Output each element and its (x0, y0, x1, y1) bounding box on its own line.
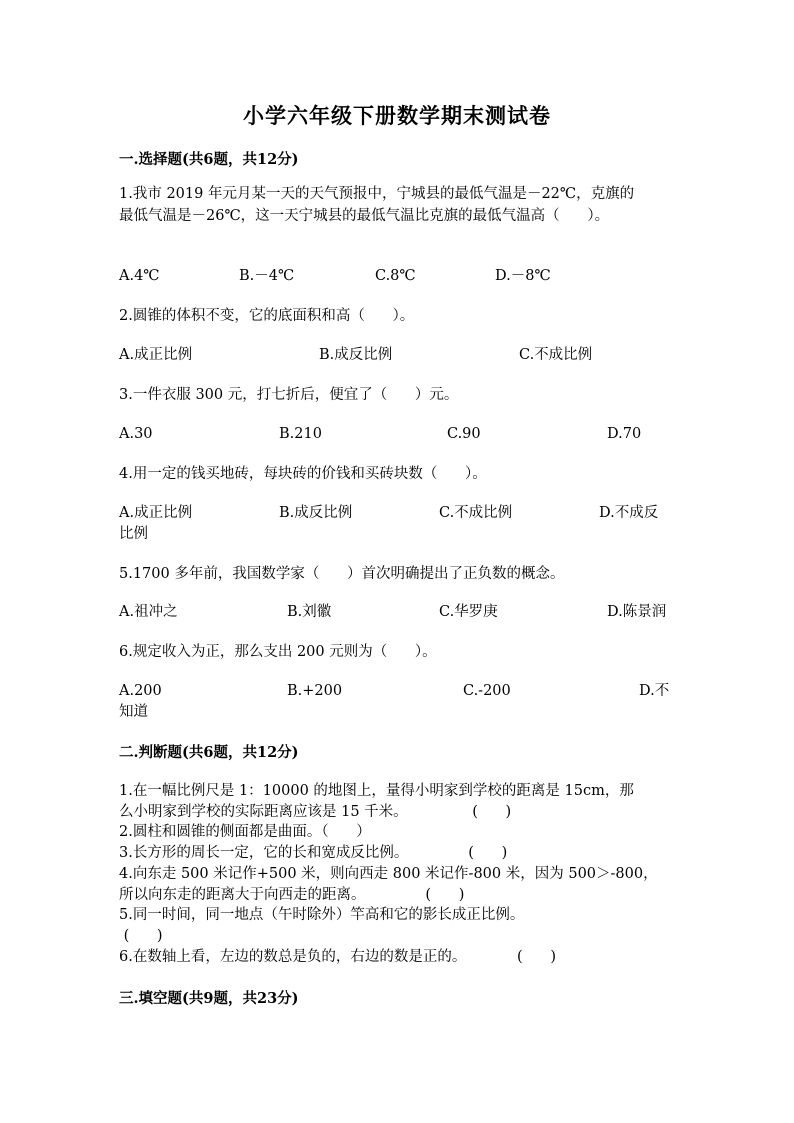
question-4-option-d: D.不成反 (599, 505, 659, 521)
question-1-option-d: D.－8℃ (495, 268, 551, 284)
question-1-option-c: C.8℃ (375, 268, 416, 284)
judge-line-5: 4.向东走 500 米记作+500 米，则向西走 800 米记作-800 米，因为 500＞-800， (119, 866, 658, 882)
question-2-option-c: C.不成比例 (519, 347, 593, 363)
judge-line-8: ( ) (119, 928, 163, 944)
question-6-stem: 6.规定收入为正，那么支出 200 元则为（ ）。 (119, 644, 437, 660)
question-4-stem: 4.用一定的钱买地砖，每块砖的价钱和买砖块数（ ）。 (119, 466, 487, 482)
judge-line-6: 所以向东走的距离大于向西走的距离。 ( ) (119, 887, 465, 903)
question-5-option-b: B.刘徽 (287, 604, 332, 620)
question-6-option-a: A.200 (119, 683, 162, 699)
question-4-option-d-wrap: 比例 (119, 526, 148, 542)
section-heading-fill: 三.填空题(共9题，共23分) (119, 990, 299, 1007)
question-6-option-d-wrap: 知道 (119, 704, 148, 720)
question-2-option-a: A.成正比例 (119, 347, 193, 363)
question-3-option-a: A.30 (119, 426, 153, 442)
question-3-option-c: C.90 (447, 426, 481, 442)
question-2-option-b: B.成反比例 (319, 347, 393, 363)
judge-line-1: 1.在一幅比例尺是 1：10000 的地图上，量得小明家到学校的距离是 15cm，那 (119, 783, 634, 799)
question-6-option-b: B.+200 (287, 683, 343, 699)
question-4-option-b: B.成反比例 (279, 505, 353, 521)
judge-line-3: 2.圆柱和圆锥的侧面都是曲面。（ ） (119, 824, 371, 840)
judge-line-2: 么小明家到学校的实际距离应该是 15 千米。 ( ) (119, 804, 512, 820)
question-6-option-c: C.-200 (463, 683, 511, 699)
question-3-option-b: B.210 (279, 426, 322, 442)
judge-line-9: 6.在数轴上看，左边的数总是负的，右边的数是正的。 ( ) (119, 949, 557, 965)
question-5-stem: 5.1700 多年前，我国数学家（ ）首次明确提出了正负数的概念。 (119, 566, 565, 582)
question-5-option-d: D.陈景润 (607, 604, 667, 620)
question-6-option-d: D.不 (639, 683, 670, 699)
section-heading-judge: 二.判断题(共6题，共12分) (119, 744, 299, 761)
question-3-option-d: D.70 (607, 426, 642, 442)
judge-line-7: 5.同一时间，同一地点（午时除外）竿高和它的影长成正比例。 (119, 907, 525, 923)
question-5-option-a: A.祖冲之 (119, 604, 178, 620)
question-1-option-a: A.4℃ (119, 268, 160, 284)
question-2-stem: 2.圆锥的体积不变，它的底面积和高（ ）。 (119, 308, 415, 324)
question-5-option-c: C.华罗庚 (439, 604, 498, 620)
question-3-stem: 3.一件衣服 300 元，打七折后，便宜了（ ）元。 (119, 387, 459, 403)
question-1-option-b: B.－4℃ (239, 268, 295, 284)
question-4-option-c: C.不成比例 (439, 505, 513, 521)
question-4-option-a: A.成正比例 (119, 505, 193, 521)
section-heading-choice: 一.选择题(共6题，共12分) (119, 151, 299, 168)
page-title: 小学六年级下册数学期末测试卷 (243, 103, 551, 128)
judge-line-4: 3.长方形的周长一定，它的长和宽成反比例。 ( ) (119, 845, 508, 861)
question-1-stem-line2: 最低气温是－26℃，这一天宁城县的最低气温比克旗的最低气温高（ ）。 (119, 208, 610, 224)
question-1-stem-line1: 1.我市 2019 年元月某一天的天气预报中，宁城县的最低气温是－22℃，克旗的 (119, 186, 635, 202)
